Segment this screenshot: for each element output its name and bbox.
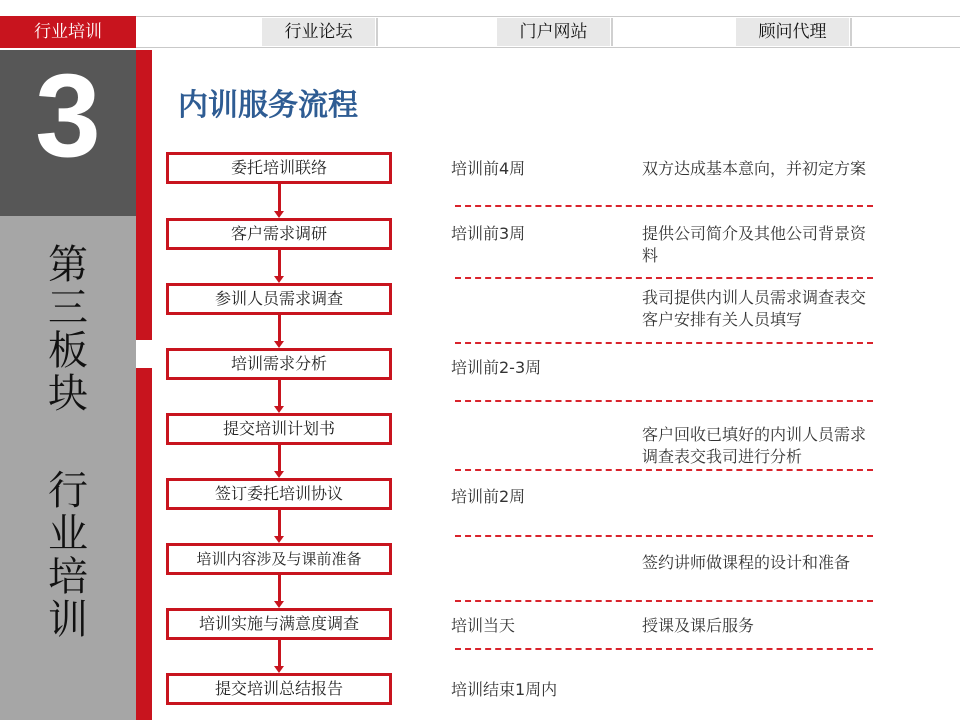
tab-industry-training[interactable]: 行业培训 (0, 16, 136, 48)
flow-arrow (278, 575, 281, 602)
tab-industry-forum[interactable]: 行业论坛 (262, 18, 375, 46)
section-number: 3 (35, 50, 101, 182)
flow-arrow (278, 184, 281, 212)
step-timing: 培训当天 (451, 616, 516, 635)
tab-portal-website[interactable]: 门户网站 (497, 18, 610, 46)
topic-label (0, 470, 136, 642)
flow-step-7: 培训内容涉及与课前准备 (166, 543, 392, 575)
top-nav-bar (0, 0, 960, 50)
dashed-divider (455, 342, 873, 344)
step-note: 签约讲师做课程的设计和准备 (642, 553, 851, 572)
flow-step-4: 培训需求分析 (166, 348, 392, 380)
dashed-divider (455, 648, 873, 650)
flow-arrow (278, 380, 281, 407)
step-note: 提供公司简介及其他公司背景资料 (642, 224, 867, 265)
flow-arrow (278, 250, 281, 277)
topic-label-char: 训 (48, 597, 88, 643)
step-note: 客户回收已填好的内训人员需求调查表交我司进行分析 (642, 425, 867, 466)
dashed-divider (455, 277, 873, 279)
section-label-char: 板 (48, 328, 88, 374)
dashed-divider (455, 469, 873, 471)
section-label-char: 块 (48, 371, 88, 417)
section-label-char: 第 (48, 242, 88, 288)
dashed-divider (455, 535, 873, 537)
step-note: 授课及课后服务 (642, 616, 755, 635)
topic-label-char: 培 (48, 554, 88, 600)
flow-step-3: 参训人员需求调查 (166, 283, 392, 315)
dashed-divider (455, 600, 873, 602)
step-timing: 培训结束1周内 (451, 680, 558, 699)
flow-arrow (278, 640, 281, 667)
topic-label-char: 业 (48, 511, 88, 557)
dashed-divider (455, 205, 873, 207)
flow-step-8: 培训实施与满意度调查 (166, 608, 392, 640)
topic-label-char: 行 (48, 468, 88, 514)
flow-arrow (278, 315, 281, 342)
tab-divider (376, 18, 378, 46)
flow-step-1: 委托培训联络 (166, 152, 392, 184)
red-accent-bar-bottom (136, 368, 152, 720)
tab-divider (611, 18, 613, 46)
section-label (0, 244, 136, 416)
flow-step-9: 提交培训总结报告 (166, 673, 392, 705)
step-note: 我司提供内训人员需求调查表交客户安排有关人员填写 (642, 288, 867, 329)
flow-step-2: 客户需求调研 (166, 218, 392, 250)
red-accent-bar-top (136, 50, 152, 340)
step-note: 双方达成基本意向，并初定方案 (642, 159, 867, 178)
step-timing: 培训前2周 (451, 487, 526, 506)
flow-arrow (278, 445, 281, 472)
step-timing: 培训前4周 (451, 159, 526, 178)
flow-step-5: 提交培训计划书 (166, 413, 392, 445)
page-title: 内训服务流程 (178, 88, 358, 123)
flow-arrow (278, 510, 281, 537)
tab-divider (850, 18, 852, 46)
flow-step-6: 签订委托培训协议 (166, 478, 392, 510)
section-label-char: 三 (48, 285, 88, 331)
tab-consulting-agency[interactable]: 顾问代理 (736, 18, 849, 46)
dashed-divider (455, 400, 873, 402)
step-timing: 培训前2-3周 (451, 358, 542, 377)
step-timing: 培训前3周 (451, 224, 526, 243)
